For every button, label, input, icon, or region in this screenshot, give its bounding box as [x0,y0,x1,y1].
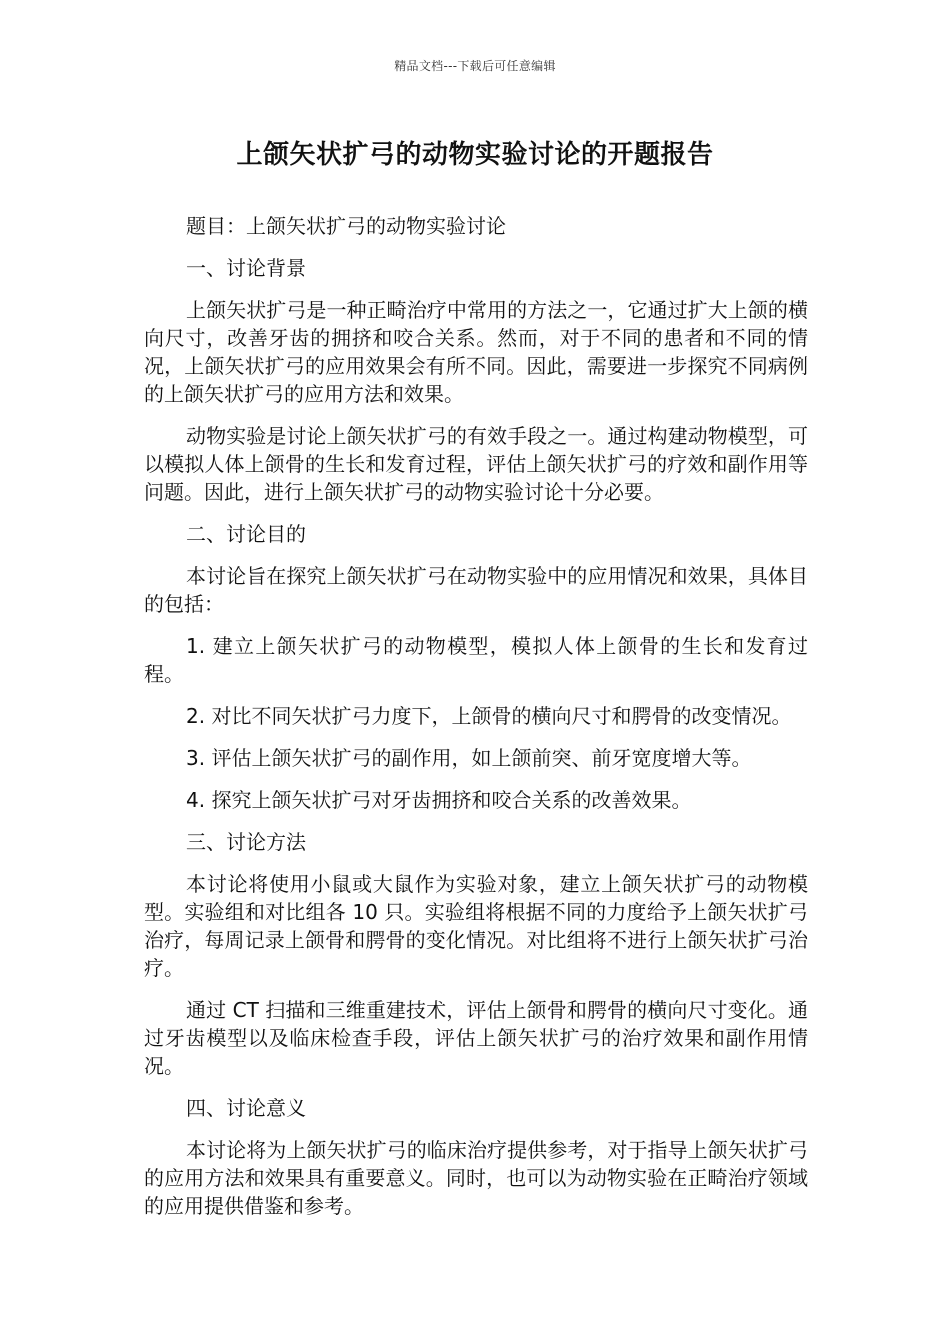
purpose-item-4: 4. 探究上颌矢状扩弓对牙齿拥挤和咬合关系的改善效果。 [186,788,692,812]
method-paragraph-2: 通过 CT 扫描和三维重建技术，评估上颌骨和腭骨的横向尺寸变化。通过牙齿模型以及临床检查手段，评估上颌矢状扩弓的治疗效果和副作用情况。 [144,998,808,1078]
purpose-item-2: 2. 对比不同矢状扩弓力度下，上颌骨的横向尺寸和腭骨的改变情况。 [186,704,792,728]
document-title: 上颌矢状扩弓的动物实验讨论的开题报告 [236,140,714,170]
section-heading-background: 一、讨论背景 [186,256,306,280]
subject-line: 题目：上颌矢状扩弓的动物实验讨论 [186,214,506,238]
purpose-item-3: 3. 评估上颌矢状扩弓的副作用，如上颌前突、前牙宽度增大等。 [186,746,752,770]
purpose-item-1: 1. 建立上颌矢状扩弓的动物模型，模拟人体上颌骨的生长和发育过程。 [144,634,808,686]
section-heading-method: 三、讨论方法 [186,830,306,854]
significance-paragraph-1: 本讨论将为上颌矢状扩弓的临床治疗提供参考，对于指导上颌矢状扩弓的应用方法和效果具有重要意义。同时，也可以为动物实验在正畸治疗领域的应用提供借鉴和参考。 [144,1138,808,1218]
header-note: 精品文档---下载后可任意编辑 [394,59,556,73]
method-paragraph-1: 本讨论将使用小鼠或大鼠作为实验对象，建立上颌矢状扩弓的动物模型。实验组和对比组各 10 只。实验组将根据不同的力度给予上颌矢状扩弓治疗，每周记录上颌骨和腭骨的变化情况。对比组将不进行上颌矢状扩弓治疗。 [144,872,808,980]
section-heading-significance: 四、讨论意义 [186,1096,306,1120]
background-paragraph-2: 动物实验是讨论上颌矢状扩弓的有效手段之一。通过构建动物模型，可以模拟人体上颌骨的生长和发育过程，评估上颌矢状扩弓的疗效和副作用等问题。因此，进行上颌矢状扩弓的动物实验讨论十分必要。 [144,424,808,504]
background-paragraph-1: 上颌矢状扩弓是一种正畸治疗中常用的方法之一，它通过扩大上颌的横向尺寸，改善牙齿的拥挤和咬合关系。然而，对于不同的患者和不同的情况，上颌矢状扩弓的应用效果会有所不同。因此，需要进一步探究不同病例的上颌矢状扩弓的应用方法和效果。 [144,298,808,406]
purpose-intro: 本讨论旨在探究上颌矢状扩弓在动物实验中的应用情况和效果，具体目的包括： [144,564,808,616]
document-body [144,212,808,1234]
section-heading-purpose: 二、讨论目的 [186,522,306,546]
